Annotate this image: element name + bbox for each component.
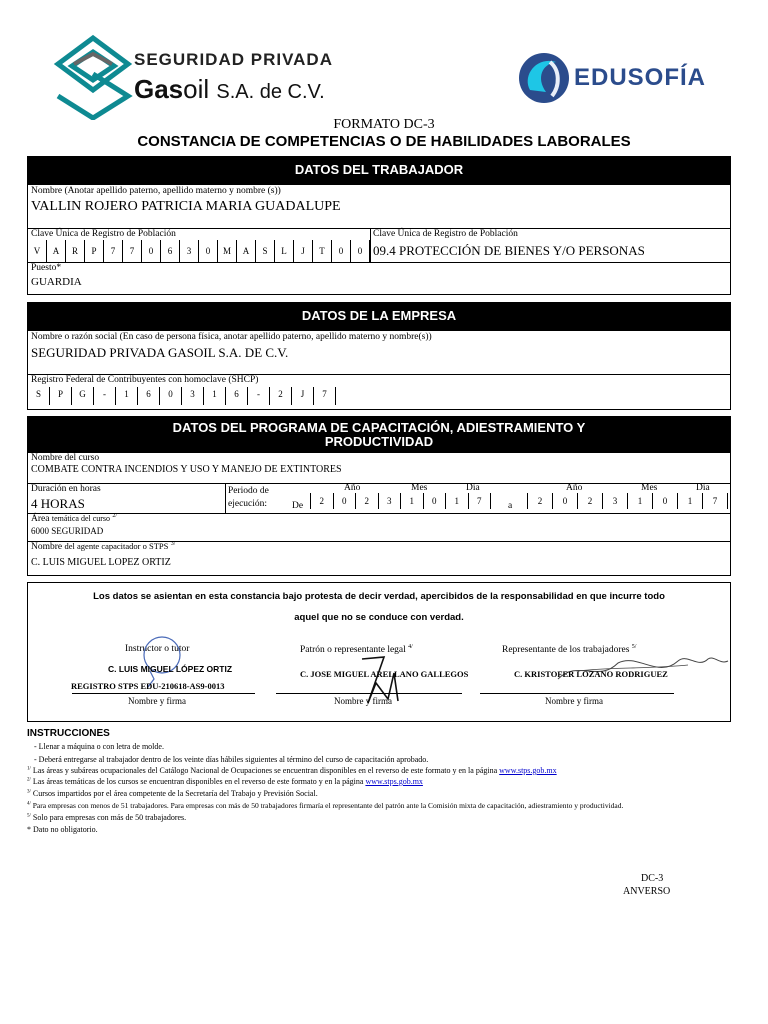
program-title-line-1: DATOS DEL PROGRAMA DE CAPACITACIÓN, ADIESTRAMIENTO Y <box>172 420 586 435</box>
start-date-digit: 2 <box>311 493 334 509</box>
agent-label: Nombre del agente capacitador o STPS $^{3/}$ <box>31 541 176 553</box>
start-date-digit: 7 <box>469 493 492 509</box>
brand-line-2: Gasoil S.A. de C.V. <box>134 74 325 104</box>
instructor-registration: REGISTRO STPS EDU-210618-AS9-0013 <box>71 681 225 691</box>
program-section-header <box>27 416 731 452</box>
rfc-char-cell: - <box>94 387 116 405</box>
instruction-note-2: $^{2/}$ Las áreas temáticas de los cursos se encuentran disponibles en el reverso de este formato y en la página www.stps.gob.mx <box>27 777 423 786</box>
rfc-char-cell: J <box>292 387 314 405</box>
curp-char-cell: M <box>218 240 237 262</box>
document-title: CONSTANCIA DE COMPETENCIAS O DE HABILIDADES LABORALES <box>137 133 631 150</box>
brand-line-1: SEGURIDAD PRIVADA <box>134 50 333 69</box>
position-value: GUARDIA <box>31 276 82 288</box>
edusofia-logo-text: EDUSOFÍA <box>574 64 707 91</box>
workers-sign-label: Nombre y firma <box>545 696 603 706</box>
instruction-line-2: - Deberá entregarse al trabajador dentro de los veinte días hábiles siguientes al término del curso de capacitación aprobado. <box>34 755 429 764</box>
curp-char-cell: R <box>66 240 85 262</box>
end-date-digit: 1 <box>628 493 653 509</box>
start-date-digit: 1 <box>446 493 469 509</box>
from-label: De <box>292 501 304 511</box>
declaration-line-2: aquel que no se conduce con verdad. <box>294 612 464 623</box>
start-month-label: Mes <box>411 483 428 493</box>
curp-char-cell: A <box>47 240 66 262</box>
period-label-1: Periodo de <box>228 486 269 496</box>
curp-char-cell: P <box>85 240 104 262</box>
worker-name-value: VALLIN ROJERO PATRICIA MARIA GUADALUPE <box>31 199 341 214</box>
rfc-label: Registro Federal de Contribuyentes con homoclave (SHCP) <box>31 375 259 385</box>
rfc-char-cell: 1 <box>204 387 226 405</box>
instruction-note-1: $^{1/}$ Las áreas y subáreas ocupacionales del Catálogo Nacional de Ocupaciones se encuentran disponibles en el reverso de este formato y en la página www.stps.gob.mx <box>27 766 557 775</box>
stps-link-1[interactable]: www.stps.gob.mx <box>499 766 557 775</box>
company-name-value: SEGURIDAD PRIVADA GASOIL S.A. DE C.V. <box>31 345 289 360</box>
rfc-char-cell: 6 <box>226 387 248 405</box>
end-date-cells <box>527 493 728 509</box>
position-label: Puesto* <box>31 263 62 273</box>
curp-char-cell: 3 <box>180 240 199 262</box>
duration-value: 4 HORAS <box>31 496 85 511</box>
program-box <box>27 452 731 576</box>
rfc-char-cell: 0 <box>160 387 182 405</box>
footer-side: ANVERSO <box>623 886 671 897</box>
instruction-note-6: * Dato no obligatorio. <box>27 825 98 834</box>
curp-char-cell: S <box>256 240 275 262</box>
area-label: Área temática del curso $^{2/}$ <box>31 513 118 525</box>
rfc-char-cell: 3 <box>182 387 204 405</box>
employer-name: C. JOSE MIGUEL ARELLANO GALLEGOS <box>300 669 469 679</box>
footer-code: DC-3 <box>641 873 664 884</box>
instruction-note-3: $^{3/}$ Cursos impartidos por el área competente de la Secretaría del Trabajo y Previsión Social. <box>27 789 318 798</box>
occupation-value: 09.4 PROTECCIÓN DE BIENES Y/O PERSONAS <box>373 243 645 258</box>
instruction-note-5: $^{5/}$ Solo para empresas con más de 50 trabajadores. <box>27 813 187 822</box>
start-year-label: Año <box>344 483 361 493</box>
curp-char-cell: J <box>294 240 313 262</box>
workers-role: Representante de los trabajadores $^{5/}$ <box>502 644 637 656</box>
period-label-2: ejecución: <box>228 499 268 509</box>
end-day-label: Día <box>696 483 710 493</box>
company-box <box>27 330 731 410</box>
start-date-digit: 2 <box>356 493 379 509</box>
worker-section-header: DATOS DEL TRABAJADOR <box>27 156 731 184</box>
start-date-cells <box>310 493 491 509</box>
worker-box <box>27 184 731 295</box>
curp-char-cell: L <box>275 240 294 262</box>
rfc-char-cell: 2 <box>270 387 292 405</box>
curp-cells <box>28 240 370 262</box>
rfc-char-cell: G <box>72 387 94 405</box>
end-date-digit: 2 <box>528 493 553 509</box>
start-day-label: Día <box>466 483 480 493</box>
end-date-digit: 1 <box>678 493 703 509</box>
end-date-digit: 0 <box>653 493 678 509</box>
employer-role: Patrón o representante legal $^{4/}$ <box>300 644 413 656</box>
rfc-char-cell: 1 <box>116 387 138 405</box>
edusofia-logo-icon <box>516 50 572 106</box>
end-date-digit: 7 <box>703 493 728 509</box>
workers-name: C. KRISTOFER LOZANO RODRIGUEZ <box>514 669 668 679</box>
company-section-header: DATOS DE LA EMPRESA <box>27 302 731 330</box>
end-date-digit: 0 <box>553 493 578 509</box>
agent-value: C. LUIS MIGUEL LOPEZ ORTIZ <box>31 557 171 568</box>
worker-name-label: Nombre (Anotar apellido paterno, apellido materno y nombre (s)) <box>31 186 281 196</box>
gasoil-logo-icon <box>48 34 138 120</box>
instructor-role: Instructor o tutor <box>125 644 190 654</box>
curp-char-cell: 0 <box>351 240 370 262</box>
rfc-char-cell: S <box>28 387 50 405</box>
start-date-digit: 0 <box>334 493 357 509</box>
end-month-label: Mes <box>641 483 658 493</box>
rfc-char-cell: P <box>50 387 72 405</box>
end-year-label: Año <box>566 483 583 493</box>
curp-char-cell: 7 <box>123 240 142 262</box>
curp-char-cell: A <box>237 240 256 262</box>
area-value: 6000 SEGURIDAD <box>31 526 104 536</box>
instructor-sign-label: Nombre y firma <box>128 696 186 706</box>
to-label: a <box>508 501 513 511</box>
curp-char-cell: 6 <box>161 240 180 262</box>
curp-char-cell: V <box>28 240 47 262</box>
start-date-digit: 3 <box>379 493 402 509</box>
curp-char-cell: 0 <box>142 240 161 262</box>
rfc-char-cell: 7 <box>314 387 336 405</box>
stps-link-2[interactable]: www.stps.gob.mx <box>365 777 423 786</box>
curp-char-cell: 0 <box>199 240 218 262</box>
instructor-name: C. LUIS MIGUEL LÓPEZ ORTIZ <box>108 664 233 674</box>
signature-box <box>27 582 731 722</box>
format-label: FORMATO DC-3 <box>333 117 435 132</box>
rfc-char-cell: - <box>248 387 270 405</box>
course-label: Nombre del curso <box>31 453 100 463</box>
rfc-cells <box>28 387 338 405</box>
rfc-char-cell: 6 <box>138 387 160 405</box>
duration-label: Duración en horas <box>31 484 101 494</box>
instruction-note-4: $^{4/}$ Para empresas con menos de 51 trabajadores. Para empresas con más de 50 trabajadores firmaría el representante del patrón ante la Comisión mixta de capacitación, adiestramiento y productividad. <box>27 801 624 810</box>
curp-char-cell: 0 <box>332 240 351 262</box>
program-title-line-2: PRODUCTIVIDAD <box>324 434 434 449</box>
employer-sign-label: Nombre y firma <box>334 696 392 706</box>
curp-char-cell: 7 <box>104 240 123 262</box>
course-value: COMBATE CONTRA INCENDIOS Y USO Y MANEJO DE EXTINTORES <box>31 464 342 475</box>
curp-char-cell: T <box>313 240 332 262</box>
occupation-label: Clave Única de Registro de Población <box>373 229 518 239</box>
instruction-line-1: - Llenar a máquina o con letra de molde. <box>34 742 164 751</box>
end-date-digit: 2 <box>578 493 603 509</box>
end-date-digit: 3 <box>603 493 628 509</box>
start-date-digit: 0 <box>424 493 447 509</box>
declaration-line-1: Los datos se asientan en esta constancia bajo protesta de decir verdad, apercibidos de la responsabilidad en que incurre todo <box>93 591 665 602</box>
company-name-label: Nombre o razón social (En caso de persona física, anotar apellido paterno, apellido materno y nombre(s)) <box>31 332 432 342</box>
instructions-title: INSTRUCCIONES <box>27 728 110 739</box>
curp-label: Clave Única de Registro de Población <box>31 229 176 239</box>
start-date-digit: 1 <box>401 493 424 509</box>
